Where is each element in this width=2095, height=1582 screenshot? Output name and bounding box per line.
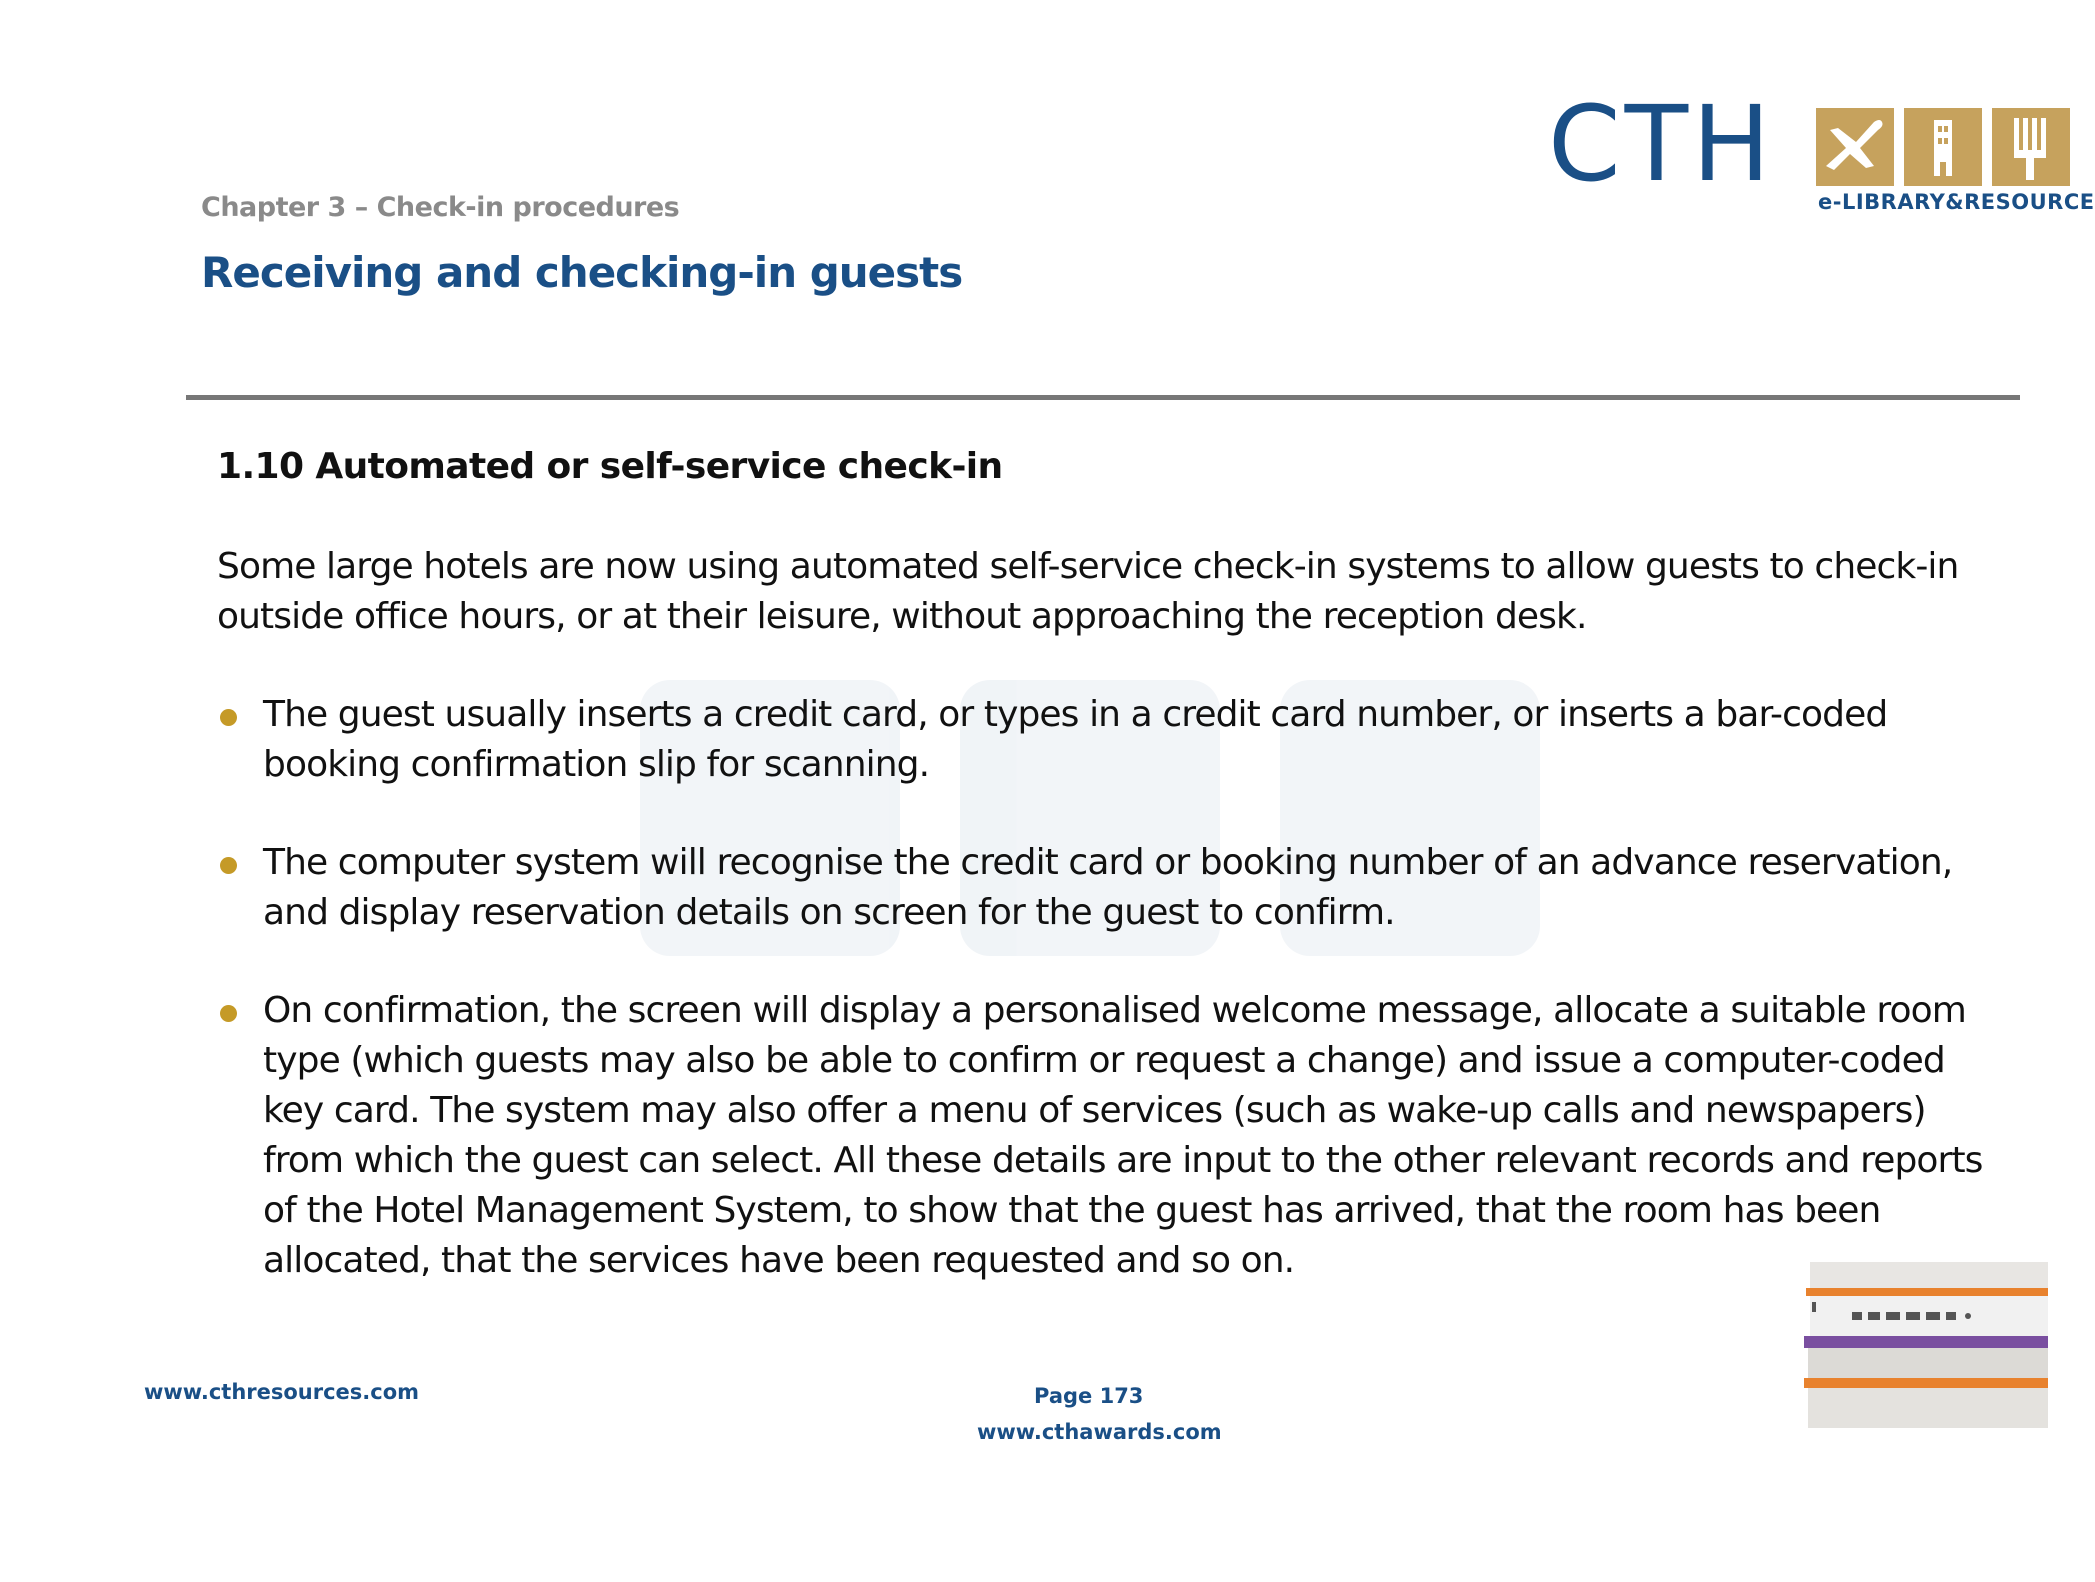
chapter-label: Chapter 3 – Check-in procedures [201, 192, 680, 223]
list-item [217, 838, 1997, 938]
building-icon [1904, 108, 1982, 186]
list-item [217, 986, 1997, 1286]
footer-awards-link[interactable]: www.cthawards.com [977, 1420, 1222, 1444]
bullet-dot-icon [220, 709, 237, 726]
intro-paragraph: Some large hotels are now using automated self-service check-in systems to allow guests to check-in outside office hours, or at their leisure, without approaching the reception desk. [217, 546, 1959, 637]
bullet-text: The guest usually inserts a credit card, or types in a credit card number, or inserts a bar-coded booking confirmation slip for scanning. [263, 694, 1888, 785]
bullet-dot-icon [220, 1005, 237, 1022]
bullet-text: On confirmation, the screen will display a personalised welcome message, allocate a suitable room type (which guests may also be able to confirm or request a change) and issue a computer-coded key card. The system may also offer a menu of services (such as wake-up calls and newspapers) from which the guest can select. All these details are input to the other relevant records and reports of the Hotel Management System, to show that the guest has arrived, that the room has been allocated, that the services have been requested and so on. [263, 990, 1983, 1281]
airplane-icon [1816, 108, 1894, 186]
bullet-text: The computer system will recognise the credit card or booking number of an advance reservation, and display reservation details on screen for the guest to confirm. [263, 842, 1953, 933]
page-title: Receiving and checking-in guests [201, 248, 963, 297]
bullet-dot-icon [220, 857, 237, 874]
book-stack-image [1800, 1262, 2048, 1432]
footer-resources-link[interactable]: www.cthresources.com [144, 1380, 420, 1404]
header-divider [186, 395, 2020, 400]
list-item [217, 690, 1997, 790]
fork-icon [1992, 108, 2070, 186]
logo-text: CTH [1548, 83, 1775, 205]
bullet-list [217, 690, 1997, 1334]
section-heading: 1.10 Automated or self-service check-in [217, 446, 1003, 487]
logo-subtitle: e-LIBRARY&RESOURCE [1818, 190, 2095, 214]
cth-logo [1548, 83, 2095, 220]
page-number: Page 173 [1034, 1384, 1144, 1408]
